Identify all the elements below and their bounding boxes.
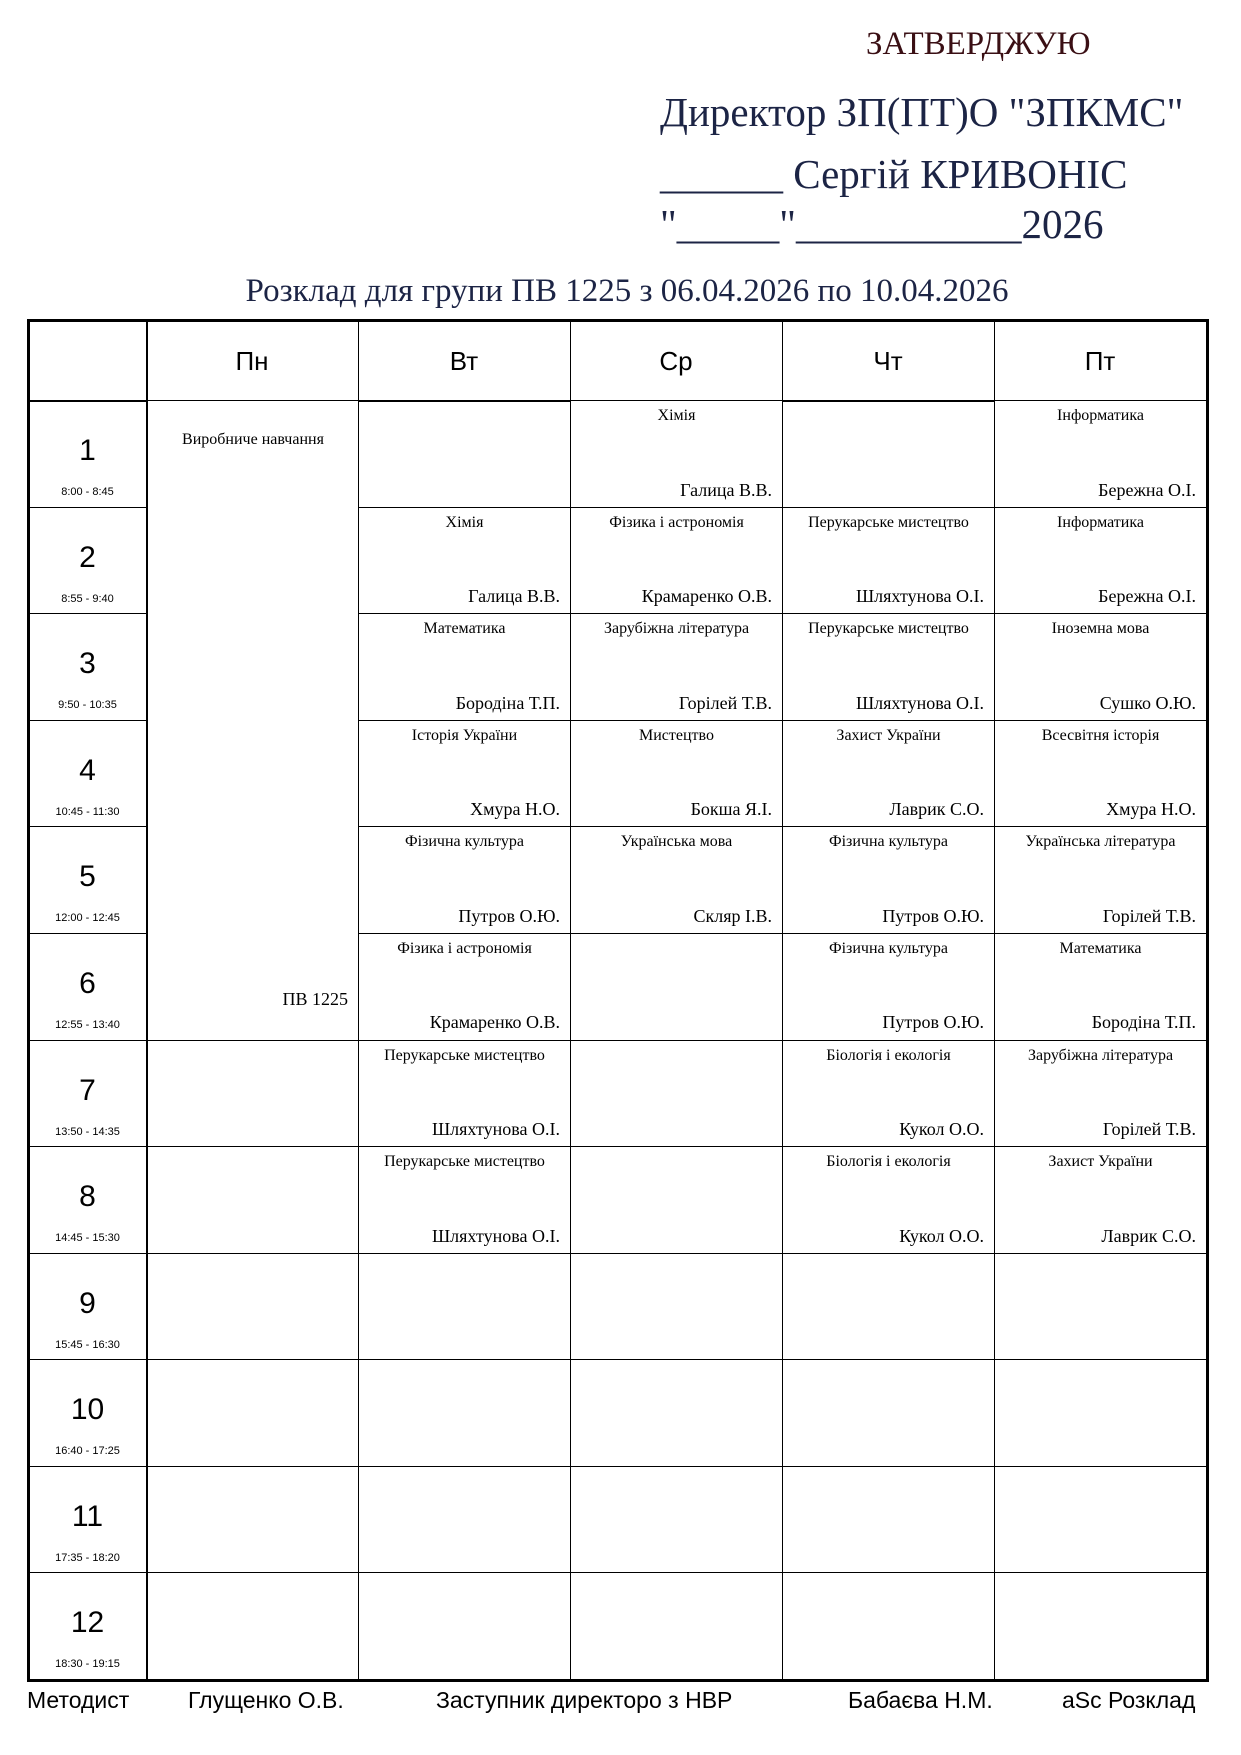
lesson-subject: Математика <box>1059 939 1142 957</box>
lesson-cell <box>359 934 570 1040</box>
period-number: 11 <box>71 1499 104 1533</box>
lesson-teacher: Горілей Т.В. <box>678 692 772 713</box>
lesson-subject: Перукарське мистецтво <box>808 513 969 531</box>
period-number: 6 <box>79 966 96 1000</box>
lesson-teacher: Бородіна Т.П. <box>1091 1012 1196 1033</box>
lesson-subject: Біологія і екологія <box>826 1153 951 1171</box>
lesson-teacher: Крамаренко О.В. <box>429 1012 560 1033</box>
period-number: 2 <box>79 540 96 574</box>
lesson-cell <box>783 934 994 1040</box>
lesson-cell <box>359 614 570 720</box>
lesson-teacher: Путров О.Ю. <box>882 905 984 926</box>
lesson-subject: Фізична культура <box>404 833 525 851</box>
lesson-subject: Фізика і астрономія <box>609 513 744 531</box>
day-header: Чт <box>873 345 903 376</box>
lesson-cell <box>995 614 1206 720</box>
lesson-subject: Захист України <box>1048 1153 1153 1171</box>
lesson-teacher: Галица В.В. <box>468 586 560 607</box>
lesson-teacher: Бережна О.І. <box>1098 586 1196 607</box>
lesson-subject: Хімія <box>657 407 696 424</box>
approval-director: Директор ЗП(ПТ)О "ЗПКМС" <box>660 89 1184 135</box>
lesson-cell <box>359 1041 570 1147</box>
day-header: Пн <box>235 345 269 376</box>
approval-date: "_____"___________2026 <box>660 201 1104 247</box>
period-number: 5 <box>79 860 96 894</box>
lesson-cell <box>571 508 782 614</box>
period-time: 18:30 - 19:15 <box>55 1658 120 1671</box>
lesson-teacher: Горілей Т.В. <box>1102 1119 1196 1140</box>
footer-deputy-name: Бабаєва Н.М. <box>848 1687 993 1713</box>
period-time: 16:40 - 17:25 <box>55 1445 120 1458</box>
period-number: 10 <box>70 1393 105 1427</box>
period-number: 8 <box>79 1180 96 1214</box>
lesson-subject: Перукарське мистецтво <box>384 1153 545 1171</box>
footer <box>0 1687 1241 1717</box>
lesson-cell <box>359 1147 570 1253</box>
period-time: 8:55 - 9:40 <box>61 592 114 605</box>
lesson-teacher: Шляхтунова О.І. <box>432 1225 560 1246</box>
period-time: 15:45 - 16:30 <box>55 1338 120 1351</box>
lesson-subject: Українська література <box>1025 833 1176 851</box>
lesson-teacher: Сушко О.Ю. <box>1099 692 1196 713</box>
lesson-subject: Перукарське мистецтво <box>384 1046 545 1064</box>
lesson-cell <box>359 827 570 933</box>
approval-signature: ______ Сергій КРИВОНІС <box>660 151 1128 197</box>
lesson-teacher: Скляр І.В. <box>693 905 772 926</box>
footer-methodist-name: Глущенко О.В. <box>188 1687 344 1713</box>
period-time: 12:55 - 13:40 <box>55 1018 120 1031</box>
footer-software: aSc Розклад <box>1062 1687 1196 1713</box>
lesson-subject: Фізична культура <box>828 833 949 851</box>
lesson-subject: Захист України <box>836 726 941 744</box>
lesson-subject: Зарубіжна література <box>1027 1046 1174 1064</box>
timetable-grid <box>27 319 1209 1682</box>
row-divider <box>30 1253 1206 1254</box>
lesson-subject: Перукарське мистецтво <box>808 620 969 638</box>
lesson-teacher: Шляхтунова О.І. <box>856 692 984 713</box>
lesson-teacher: Кукол О.О. <box>899 1119 984 1140</box>
schedule-title: Розклад для групи ПВ 1225 з 06.04.2026 по 10.04.2026 <box>245 273 1009 309</box>
lesson-subject: Інформатика <box>1057 407 1144 424</box>
row-divider <box>30 1359 1206 1360</box>
lesson-subject: Всесвітня історія <box>1041 726 1160 744</box>
lesson-teacher: Хмура Н.О. <box>1106 799 1196 820</box>
lesson-subject: Біологія і екологія <box>826 1046 951 1064</box>
lesson-cell <box>783 827 994 933</box>
lesson-subject: Мистецтво <box>639 726 714 744</box>
period-time: 10:45 - 11:30 <box>55 805 120 818</box>
lesson-teacher: Бережна О.І. <box>1098 479 1196 500</box>
period-time: 14:45 - 15:30 <box>55 1232 120 1245</box>
lesson-teacher: Шляхтунова О.І. <box>856 586 984 607</box>
period-time: 13:50 - 14:35 <box>55 1125 120 1138</box>
row-divider <box>30 1466 1206 1467</box>
lesson-teacher: Галица В.В. <box>680 479 772 500</box>
lesson-subject: Фізична культура <box>828 939 949 957</box>
period-number: 12 <box>70 1606 105 1640</box>
lesson-subject: Математика <box>423 620 506 638</box>
period-time: 8:00 - 8:45 <box>61 486 114 498</box>
lesson-cell <box>571 827 782 933</box>
lesson-cell <box>995 827 1206 933</box>
lesson-teacher: Путров О.Ю. <box>882 1012 984 1033</box>
lesson-cell <box>995 508 1206 614</box>
monday-practice-block <box>148 401 358 1040</box>
lesson-cell <box>359 721 570 827</box>
footer-methodist-label: Методист <box>27 1687 130 1713</box>
approval-title: ЗАТВЕРДЖУЮ <box>866 26 1091 62</box>
lesson-cell <box>571 401 782 507</box>
lesson-cell <box>571 721 782 827</box>
lesson-subject: Хімія <box>445 513 484 531</box>
row-divider <box>30 1572 1206 1573</box>
period-number: 7 <box>79 1073 96 1107</box>
lesson-cell <box>783 1147 994 1253</box>
lesson-teacher: Лаврик С.О. <box>889 799 984 820</box>
period-number: 1 <box>79 434 96 467</box>
period-number: 4 <box>79 753 96 787</box>
lesson-teacher: Путров О.Ю. <box>458 905 560 926</box>
day-header: Пт <box>1084 345 1116 376</box>
lesson-teacher: Бокша Я.І. <box>690 799 772 820</box>
lesson-teacher: Кукол О.О. <box>899 1225 984 1246</box>
period-time: 17:35 - 18:20 <box>55 1551 120 1564</box>
footer-deputy-label: Заступник директоро з НВР <box>436 1687 733 1713</box>
lesson-cell <box>783 614 994 720</box>
lesson-subject: Інформатика <box>1057 513 1144 531</box>
lesson-cell <box>571 614 782 720</box>
block-group: ПВ 1225 <box>282 988 348 1009</box>
block-subject: Виробниче навчання <box>182 431 324 448</box>
lesson-teacher: Шляхтунова О.І. <box>432 1119 560 1140</box>
lesson-cell <box>995 401 1206 507</box>
lesson-cell <box>995 721 1206 827</box>
period-time: 9:50 - 10:35 <box>58 699 117 712</box>
lesson-cell <box>995 1041 1206 1147</box>
period-time: 12:00 - 12:45 <box>55 912 120 925</box>
day-header: Вт <box>449 345 479 376</box>
lesson-cell <box>783 1041 994 1147</box>
lesson-subject: Українська мова <box>620 833 733 851</box>
lesson-cell <box>783 721 994 827</box>
lesson-teacher: Бородіна Т.П. <box>455 692 560 713</box>
lesson-teacher: Крамаренко О.В. <box>641 586 772 607</box>
lesson-subject: Іноземна мова <box>1051 620 1150 638</box>
lesson-subject: Фізика і астрономія <box>397 939 532 957</box>
period-number: 9 <box>79 1286 96 1320</box>
lesson-teacher: Горілей Т.В. <box>1102 905 1196 926</box>
lesson-cell <box>783 508 994 614</box>
day-header: Ср <box>659 345 693 376</box>
period-number: 3 <box>79 647 96 681</box>
lesson-cell <box>995 934 1206 1040</box>
lesson-cell <box>359 508 570 614</box>
lesson-teacher: Хмура Н.О. <box>470 799 560 820</box>
lesson-teacher: Лаврик С.О. <box>1101 1225 1196 1246</box>
lesson-subject: Історія України <box>411 726 518 744</box>
lesson-subject: Зарубіжна література <box>603 620 750 638</box>
lesson-cell <box>995 1147 1206 1253</box>
